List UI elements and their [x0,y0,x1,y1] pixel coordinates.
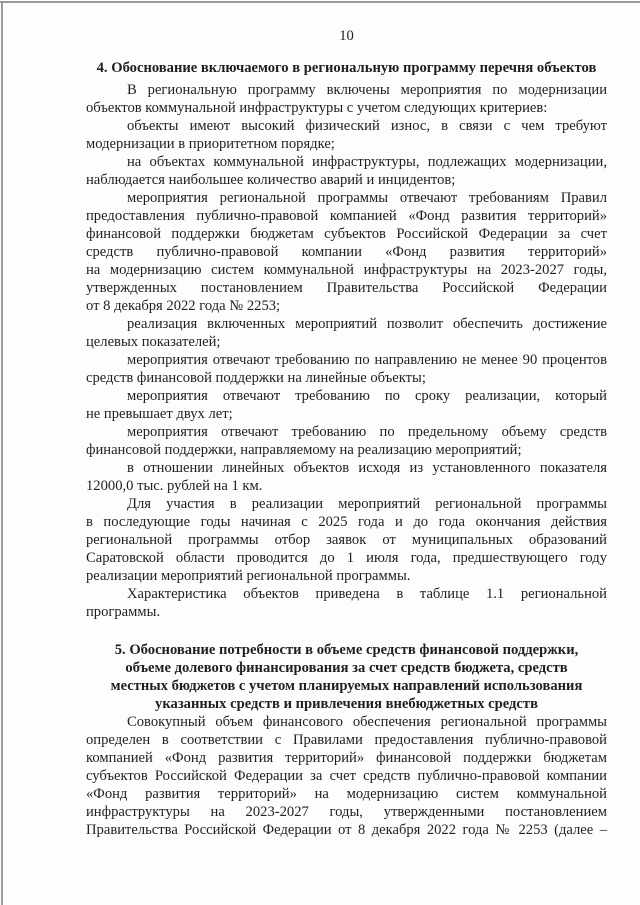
heading-line: указанных средств и привлечения внебюджетных средств [155,696,538,712]
paragraph [86,713,607,839]
heading-line: 4. Обоснование включаемого в региональную программу перечня объектов [96,60,597,76]
text-line: на модернизацию систем коммунальной инфраструктуры на 2023-2027 годы, [86,262,607,278]
paragraph [86,585,607,621]
paragraph [86,81,607,117]
text-line: реализации мероприятий региональной программы. [86,568,411,584]
paragraph [86,423,607,459]
text-line: в отношении линейных объектов исходя из установленного показателя [127,460,607,476]
text-line: Для участия в реализации мероприятий региональной программы [127,496,607,512]
text-line: объектов коммунальной инфраструктуры с учетом следующих критериев: [86,100,548,116]
section-5-body [86,713,607,839]
text-line: предоставления публично-правовой компанией «Фонд развития территорий» [86,208,607,224]
text-line: финансовой поддержки бюджетам субъектов Российской Федерации за счет [86,226,607,242]
section-5 [86,641,607,839]
text-line: утвержденных постановлением Правительства Российской Федерации [86,280,607,296]
text-line: В региональную программу включены мероприятия по модернизации [127,82,607,98]
text-line: объекты имеют высокий физический износ, в связи с чем требуют [127,118,607,134]
text-line: мероприятия отвечают требованию по сроку реализации, который [127,388,607,404]
text-line: 12000,0 тыс. рублей на 1 км. [86,478,263,494]
paragraph [86,495,607,585]
text-line: мероприятия отвечают требованию по предельному объему средств [127,424,607,440]
text-line: не превышает двух лет; [86,406,233,422]
text-line: Саратовской области проводится до 1 июля года, предшествующего году [86,550,607,566]
text-line: средств финансовой поддержки на линейные объекты; [86,370,426,386]
heading-line: объеме долевого финансирования за счет средств бюджета, средств [125,660,568,676]
paragraph [86,315,607,351]
text-line: мероприятия региональной программы отвечают требованиям Правил [127,190,607,206]
page-edge-left [1,1,3,905]
text-line: Характеристика объектов приведена в таблице 1.1 региональной [127,586,607,602]
paragraph [86,117,607,153]
text-line: «Фонд развития территорий» на модернизацию систем коммунальной [86,786,607,802]
section-5-heading [86,641,607,713]
text-line: на объектах коммунальной инфраструктуры, подлежащих модернизации, [127,154,607,170]
paragraph [86,153,607,189]
paragraph [86,189,607,315]
text-line: программы. [86,604,161,620]
text-line: региональной программы отбор заявок от муниципальных образований [86,532,607,548]
text-line: Правительства Российской Федерации от 8 декабря 2022 года № 2253 (далее – [86,822,607,838]
text-line: компанией «Фонд развития территорий» финансовой поддержки бюджетам [86,750,607,766]
text-line: финансовой поддержки, направляемому на реализацию мероприятий; [86,442,522,458]
paragraph [86,459,607,495]
text-line: Совокупный объем финансового обеспечения региональной программы [127,714,607,730]
page-edge-top [0,1,640,3]
text-line: субъектов Российской Федерации за счет средств публично-правовой компании [86,768,607,784]
text-line: в последующие годы начиная с 2025 года и до года окончания действия [86,514,607,530]
text-line: мероприятия отвечают требованию по направлению не менее 90 процентов [127,352,607,368]
text-line: средств публично-правовой компании «Фонд развития территорий» [86,244,607,260]
heading-line: 5. Обоснование потребности в объеме средств финансовой поддержки, [114,642,579,658]
text-line: реализация включенных мероприятий позволит обеспечить достижение [127,316,607,332]
heading-line: местных бюджетов с учетом планируемых направлений использования [110,678,583,694]
page-content [86,27,607,839]
section-4-body [86,81,607,621]
text-line: от 8 декабря 2022 года № 2253; [86,298,281,314]
text-line: определен в соответствии с Правилами предоставления публично-правовой [86,732,607,748]
paragraph [86,351,607,387]
paragraph [86,387,607,423]
section-4-heading [86,59,607,77]
text-line: инфраструктуры на 2023-2027 годы, утвержденными постановлением [86,804,607,820]
page-number: 10 [339,28,354,44]
section-4 [86,59,607,621]
text-line: наблюдается наибольшее количество аварий и инцидентов; [86,172,456,188]
text-line: целевых показателей; [86,334,221,350]
text-line: модернизации в приоритетном порядке; [86,136,335,152]
